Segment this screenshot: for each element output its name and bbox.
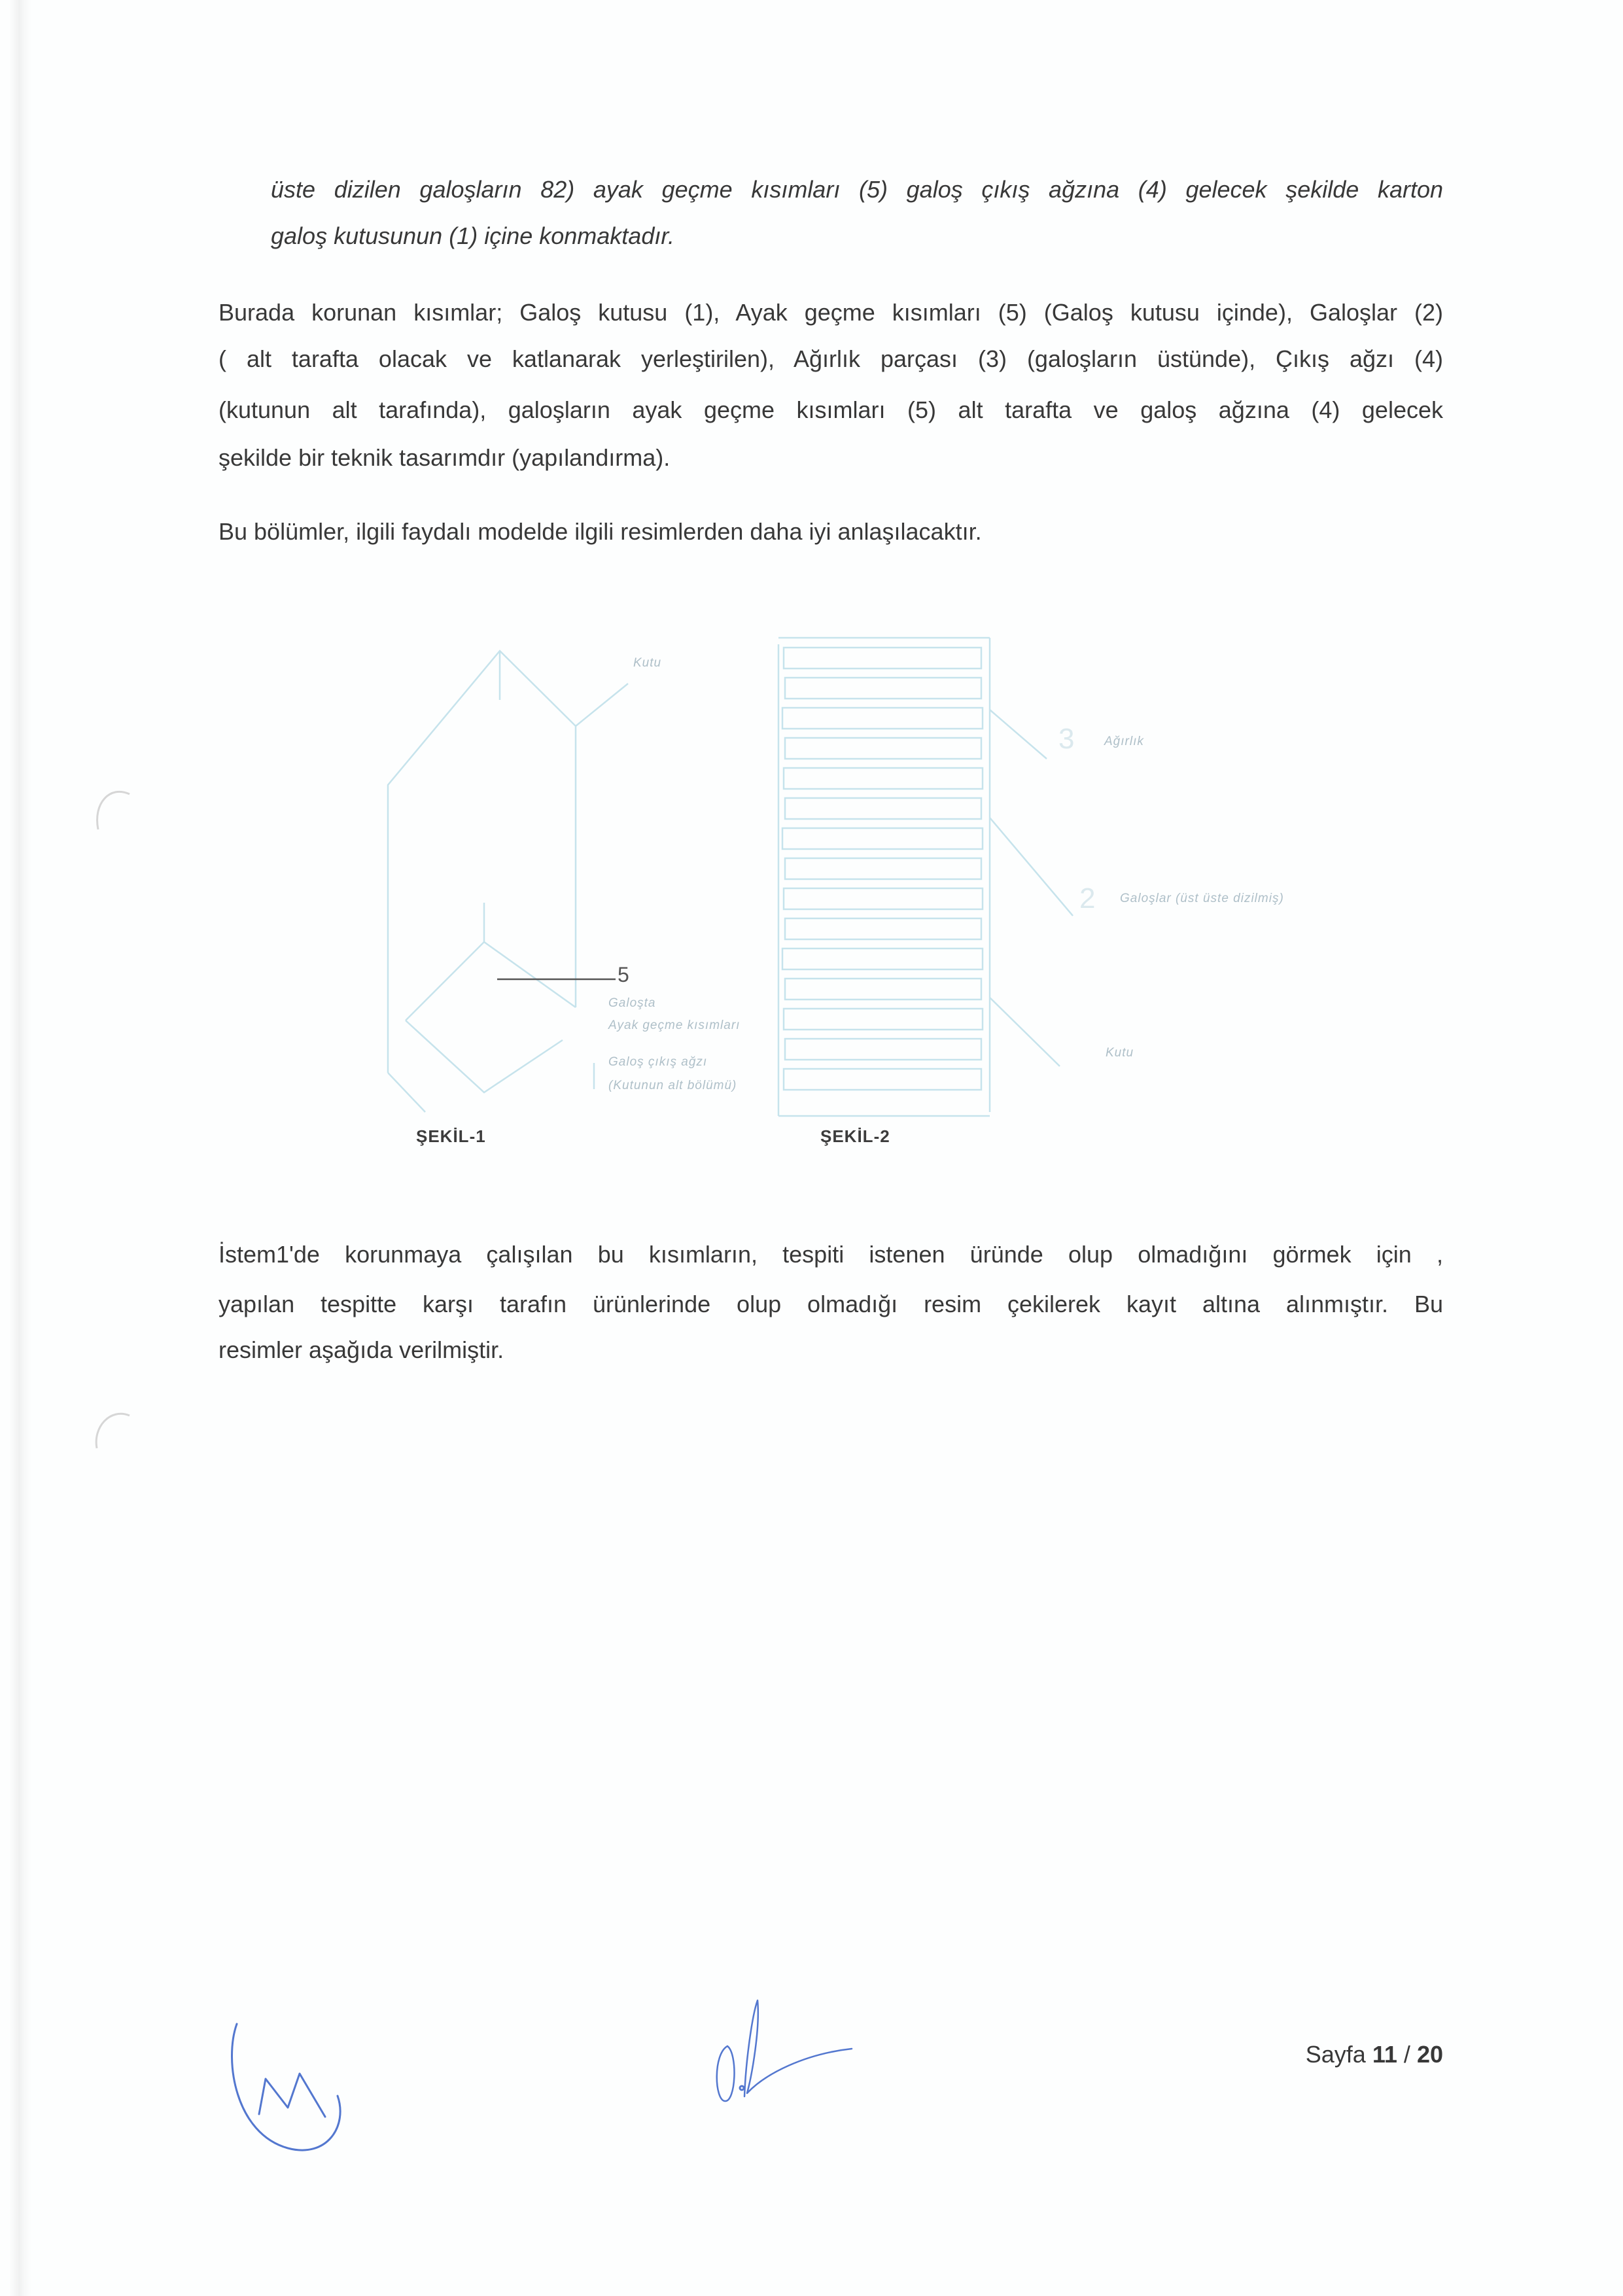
- figure-1-base-edge: [388, 1073, 425, 1112]
- punch-hole-mark: [96, 1414, 130, 1448]
- figure-2-ref-3: 3: [1058, 723, 1075, 755]
- figure-2-galos-stripe: [784, 1069, 981, 1090]
- figure-2-galos-stripe: [785, 1039, 981, 1060]
- paragraph-4-line-3: resimler aşağıda verilmiştir.: [218, 1336, 504, 1363]
- figure-1-caption: ŞEKİL-1: [416, 1126, 486, 1146]
- page-separator: /: [1403, 2041, 1410, 2068]
- figure-1-label-alt-bolum: (Kutunun alt bölümü): [608, 1079, 737, 1092]
- figure-2-label-agirlik: Ağırlık: [1104, 735, 1144, 748]
- signature-2-oval: [717, 2046, 735, 2101]
- figure-2-label-kutu: Kutu: [1106, 1046, 1134, 1060]
- figure-1-kutu-leader: [576, 684, 628, 726]
- punch-hole-marks: [79, 772, 157, 1465]
- figure-2-galos-stripe: [785, 858, 981, 879]
- figure-2-galos-stripe: [784, 768, 983, 789]
- signature-1-circle: [232, 2024, 340, 2150]
- figure-2-galos-stripe: [784, 888, 983, 909]
- signature-2-dot: [740, 2086, 744, 2090]
- page-number: [1306, 2036, 1443, 2073]
- signature-1: [232, 2024, 340, 2150]
- figure-2-galos-stripe: [785, 979, 981, 1000]
- figure-2-galos-stripe: [784, 1009, 983, 1030]
- paragraph-4-line-2: yapılan tespitte karşı tarafın ürünlerinde olup olmadığı resim çekilerek kayıt altına alınmıştır. Bu: [218, 1291, 1443, 1317]
- signature-1-scribble: [259, 2074, 325, 2117]
- paragraph-1-line-1: üste dizilen galoşların 82) ayak geçme kısımları (5) galoş çıkış ağzına (4) gelecek şekilde karton: [271, 176, 1443, 203]
- page-total: 20: [1416, 2041, 1443, 2068]
- figure-2-kutu-leader: [990, 998, 1060, 1066]
- scan-edge-shadow: [9, 0, 31, 2296]
- figure-2-galos-stripe: [782, 708, 983, 729]
- figure-1-label-cikis-agzi: Galoş çıkış ağzı: [608, 1055, 708, 1069]
- signature-2: [717, 2000, 852, 2101]
- paragraph-2-line-3: (kutunun alt tarafında), galoşların ayak geçme kısımları (5) alt tarafta ve galoş ağzına (4) gelecek: [218, 396, 1443, 423]
- paragraph-4-line-1: İstem1'de korunmaya çalışılan bu kısımların, tespiti istenen üründe olup olmadığını görmek için ,: [218, 1241, 1443, 1268]
- punch-hole-mark: [97, 791, 130, 829]
- paragraph-2-line-2: ( alt tarafta olacak ve katlanarak yerleştirilen), Ağırlık parçası (3) (galoşların üstünde), Çıkış ağzı (4): [218, 345, 1443, 372]
- figure-2-ref-3-leader: [990, 710, 1047, 759]
- figure-2-galos-stripe: [785, 738, 981, 759]
- figure-1-label-ayak-gecme: Ayak geçme kısımları: [608, 1018, 741, 1032]
- figure-1-drawing: [388, 651, 628, 1112]
- figure-2-galos-stripe: [782, 828, 983, 849]
- figure-2-galos-stripe: [782, 948, 983, 969]
- signature-2-stroke: [744, 2000, 852, 2096]
- figure-2-label-galoslar: Galoşlar (üst üste dizilmiş): [1120, 892, 1284, 905]
- figure-1-fold-bottom: [406, 1020, 563, 1092]
- paragraph-3-line-1: Bu bölümler, ilgili faydalı modelde ilgili resimlerden daha iyi anlaşılacaktır.: [218, 518, 982, 545]
- figure-1-ref-5: 5: [618, 963, 630, 986]
- page-current: 11: [1372, 2041, 1397, 2068]
- page-word: Sayfa: [1305, 2041, 1366, 2068]
- figure-1-label-galosta: Galoşta: [608, 996, 656, 1010]
- figures-drawing: [366, 628, 1348, 1138]
- figure-2-ref-2-leader: [990, 818, 1073, 916]
- paragraph-2-line-4: şekilde bir teknik tasarımdır (yapılandırma).: [218, 444, 671, 471]
- signatures: [216, 1982, 870, 2178]
- figure-2-drawing: [778, 638, 1073, 1116]
- figure-1-fold-top: [406, 942, 576, 1020]
- figure-2-galos-stripe: [785, 678, 981, 699]
- figure-2-weight-block: [784, 648, 981, 669]
- paragraph-2-line-1: Burada korunan kısımlar; Galoş kutusu (1), Ayak geçme kısımları (5) (Galoş kutusu içinde), Galoşlar (2): [218, 299, 1443, 326]
- paragraph-1-line-2: galoş kutusunun (1) içine konmaktadır.: [271, 222, 674, 249]
- figure-1-label-kutu: Kutu: [633, 656, 662, 670]
- figure-2-galos-stripe: [785, 918, 981, 939]
- figure-2-galos-stripe: [785, 798, 981, 819]
- figure-2-ref-2: 2: [1079, 882, 1096, 914]
- figure-2-caption: ŞEKİL-2: [820, 1126, 890, 1146]
